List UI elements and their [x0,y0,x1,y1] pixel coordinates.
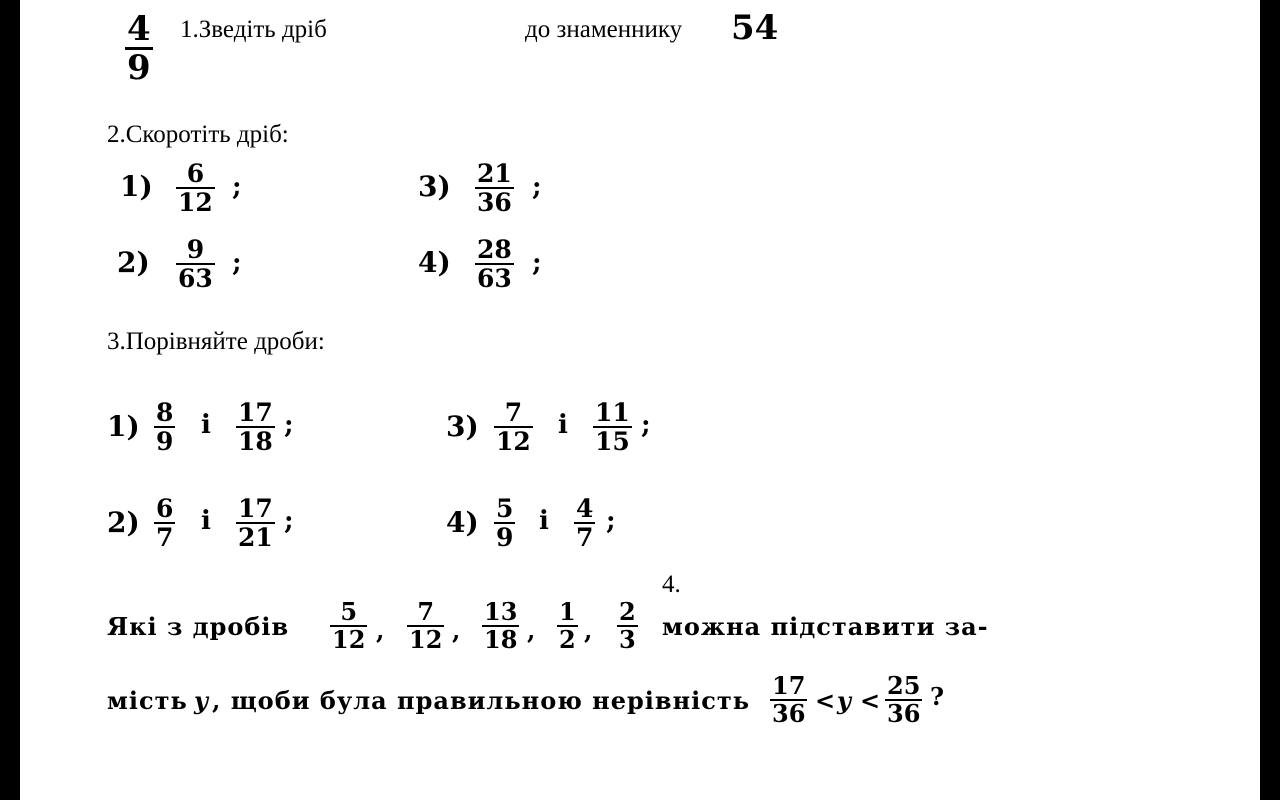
task1-text-a: 1.Зведіть дріб [180,16,327,43]
task1-fraction-numerator: 4 [127,9,151,49]
denominator: 18 [484,625,518,654]
task3-item1-conj: і [201,410,211,440]
task3-item4-fraction-a [494,496,515,550]
task3-item1-separator: ; [284,410,294,440]
task3-item4-conj: і [539,506,549,536]
denominator: 36 [477,188,512,217]
numerator: 7 [504,398,523,427]
task4-line2-mid: , щоби була правильною нерівність [212,686,751,715]
task2-item4-separator: ; [532,248,542,278]
numerator: 28 [477,235,512,264]
task2-item2-separator: ; [232,248,242,278]
task4-comma-1: , [376,616,386,645]
task3-item2-fraction-b [236,496,275,550]
task3-item4-separator: ; [606,506,616,536]
task2-item4-label: 4) [418,246,451,279]
denominator: 9 [496,523,514,552]
denominator: 63 [477,264,512,293]
task3-title: 3.Порівняйте дроби: [107,328,325,355]
task4-line1-end: можна підставити за- [662,612,989,641]
task3-item3-conj: і [558,410,568,440]
task1-text-b: до знаменнику [525,16,683,43]
task4-question-mark: ? [930,682,946,711]
denominator: 21 [238,523,273,552]
worksheet-page [20,0,1260,800]
task4-inequality-left-fraction [770,671,807,728]
task1-target-denominator: 54 [731,8,779,48]
task2-item3-separator: ; [532,172,542,202]
task4-variable-y: у [194,686,210,715]
numerator: 1 [559,597,576,626]
numerator: 11 [595,398,630,427]
task2-item2-label: 2) [117,246,150,279]
task2-item4-fraction [475,237,514,291]
task4-less-than-1: < [815,686,837,715]
task4-inequality-right-fraction [885,671,922,728]
task4-less-than-2: < [860,686,882,715]
numerator: 21 [477,159,512,188]
task1-fraction-denominator: 9 [127,48,151,88]
denominator: 12 [178,188,213,217]
task3-item4-fraction-b [574,496,595,550]
numerator: 2 [619,597,636,626]
numerator: 4 [576,494,594,523]
task2-item1-fraction [176,161,215,215]
task3-item2-label: 2) [107,506,140,539]
task2-item2-fraction [176,237,215,291]
task2-item3-fraction [475,161,514,215]
task3-item2-conj: і [201,506,211,536]
numerator: 6 [156,494,174,523]
numerator: 5 [340,597,358,626]
denominator: 18 [238,427,273,456]
task4-option-fraction-4 [557,597,578,654]
task4-option-fraction-1 [330,597,367,654]
task2-item1-separator: ; [232,172,242,202]
task3-item4-label: 4) [446,506,479,539]
numerator: 17 [238,398,273,427]
task3-item3-separator: ; [641,410,651,440]
numerator: 25 [887,671,921,700]
denominator: 7 [156,523,174,552]
task1-fraction [125,9,153,88]
task2-item1-label: 1) [120,170,153,203]
task3-item3-fraction-a [494,400,533,454]
denominator: 12 [496,427,531,456]
numerator: 5 [496,494,514,523]
numerator: 8 [156,398,174,427]
numerator: 13 [484,597,518,626]
denominator: 9 [156,427,174,456]
task4-option-fraction-3 [482,597,519,654]
task4-comma-3: , [527,616,537,645]
task4-line1-start: Які з дробів [107,612,290,641]
task4-option-fraction-5 [617,597,638,654]
task4-number: 4. [662,571,681,598]
numerator: 17 [238,494,273,523]
task4-comma-4: , [584,616,594,645]
task3-item2-separator: ; [284,506,294,536]
denominator: 12 [409,625,443,654]
denominator: 63 [178,264,213,293]
task3-item3-label: 3) [446,410,479,443]
task2-item3-label: 3) [418,170,451,203]
task4-option-fraction-2 [407,597,444,654]
task3-item1-label: 1) [107,410,140,443]
task3-item3-fraction-b [593,400,632,454]
task4-inequality-variable: у [837,686,853,715]
task2-title: 2.Скоротіть дріб: [107,121,289,148]
task3-item1-fraction-b [236,400,275,454]
denominator: 36 [772,699,806,728]
denominator: 12 [332,625,366,654]
denominator: 15 [595,427,630,456]
task4-line2-start: мість [107,686,188,715]
numerator: 9 [186,235,205,264]
denominator: 7 [576,523,594,552]
numerator: 17 [772,671,806,700]
task3-item1-fraction-a [154,400,175,454]
denominator: 2 [559,625,576,654]
task3-item2-fraction-a [154,496,175,550]
numerator: 6 [186,159,205,188]
denominator: 3 [619,625,636,654]
numerator: 7 [417,597,435,626]
task4-comma-2: , [452,616,462,645]
denominator: 36 [887,699,921,728]
